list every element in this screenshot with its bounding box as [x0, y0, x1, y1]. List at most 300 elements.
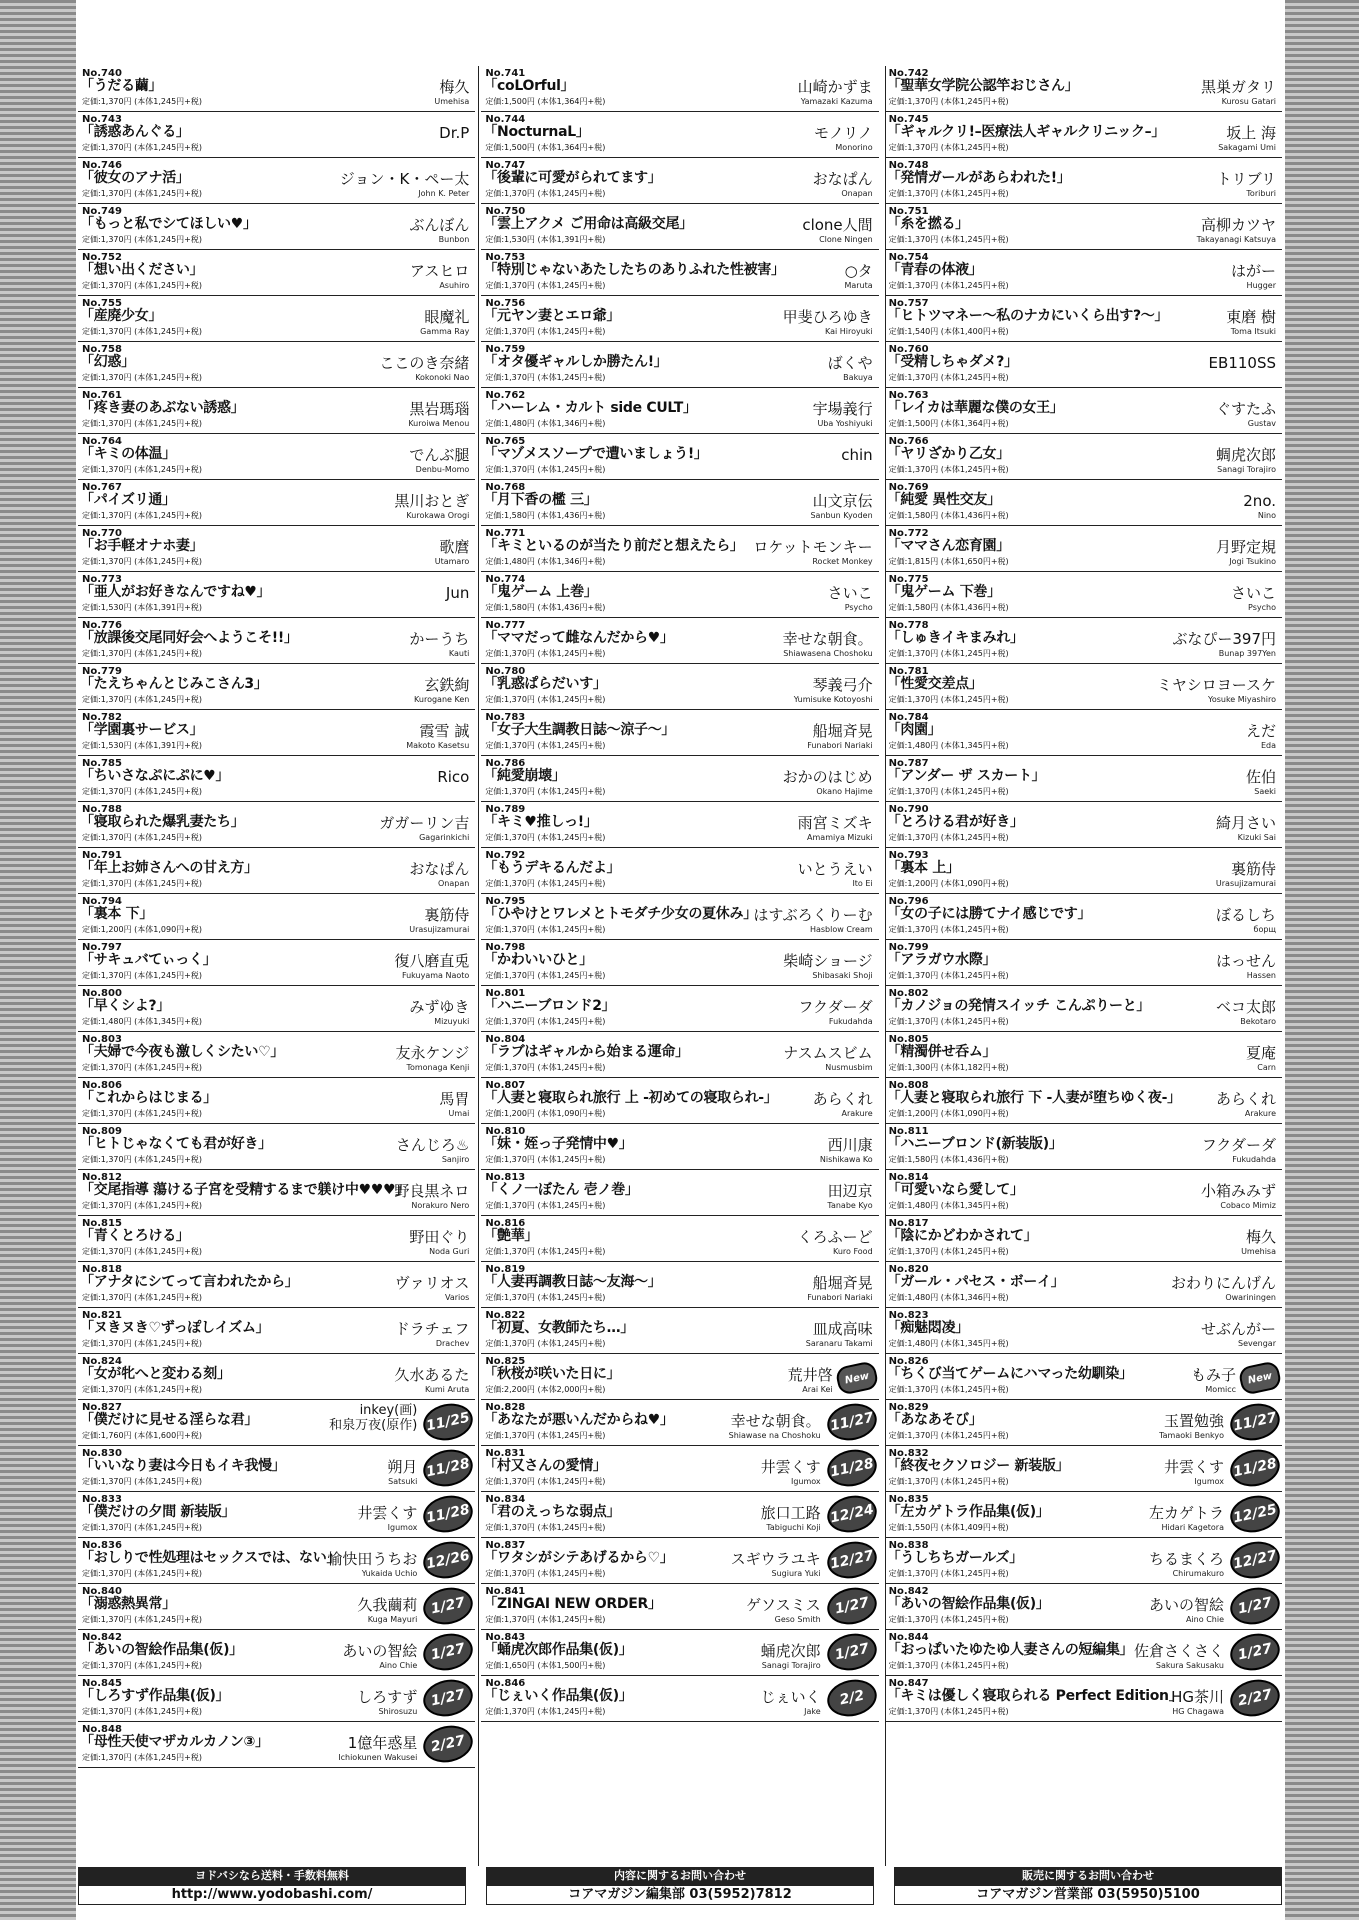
book-entry — [885, 1676, 1282, 1722]
book-entry — [481, 848, 878, 894]
book-entry — [885, 296, 1282, 342]
book-price: 定価:1,370円 (本体1,245円+税) — [485, 741, 606, 750]
book-author: みずゆき — [409, 998, 470, 1016]
book-title: 「おっぱいたゆたゆ人妻さんの短編集」 — [886, 1642, 1134, 1658]
book-entry — [481, 572, 878, 618]
book-title: 「学園裏サービス」 — [80, 722, 204, 738]
book-title: 「後輩に可愛がられてます」 — [483, 170, 662, 186]
book-author-romaji: Ichiokunen Wakusei — [338, 1753, 418, 1762]
book-price: 定価:1,370円 (本体1,245円+税) — [82, 1109, 202, 1118]
book-entry — [481, 1492, 878, 1538]
book-number: No.835 — [888, 1494, 929, 1505]
footer-link[interactable]: http://www.yodobashi.com/ — [78, 1885, 466, 1905]
book-entry — [481, 802, 878, 848]
book-author-romaji: борщ — [1253, 925, 1276, 934]
book-author-romaji: Hassen — [1246, 971, 1276, 980]
book-author-romaji: Gamma Ray — [420, 327, 470, 336]
book-entry — [78, 894, 475, 940]
book-number: No.769 — [888, 482, 929, 493]
book-author: 梅久 — [439, 78, 470, 96]
book-price: 定価:1,370円 (本体1,245円+税) — [82, 373, 202, 382]
book-price: 定価:1,480円 (本体1,345円+税) — [888, 1201, 1009, 1210]
book-title: 「パイズリ通」 — [80, 492, 176, 508]
book-author: 船堀斉晃 — [812, 1274, 873, 1292]
book-price: 定価:1,370円 (本体1,245円+税) — [485, 1523, 606, 1532]
book-author-romaji: Gagarinkichi — [419, 833, 470, 842]
book-author: Rico — [437, 768, 470, 786]
book-author: 柴崎ショージ — [783, 952, 873, 970]
book-title: 「左カゲトラ作品集(仮)」 — [886, 1504, 1050, 1520]
book-price: 定価:1,370円 (本体1,245円+税) — [485, 1155, 606, 1164]
book-author-romaji: Umai — [448, 1109, 470, 1118]
book-price: 定価:1,370円 (本体1,245円+税) — [82, 1615, 202, 1624]
book-entry — [885, 204, 1282, 250]
book-number: No.755 — [82, 298, 122, 309]
book-number: No.791 — [82, 850, 122, 861]
book-author-romaji: Arai Kei — [802, 1385, 833, 1394]
book-title: 「裏本 下」 — [80, 906, 154, 922]
book-author-romaji: Tamaoki Benkyo — [1159, 1431, 1224, 1440]
book-title: 「可愛いなら愛して」 — [886, 1182, 1024, 1198]
book-entry — [78, 1078, 475, 1124]
book-number: No.789 — [485, 804, 526, 815]
book-entry — [885, 112, 1282, 158]
book-author: さいこ — [827, 584, 873, 602]
book-author: 皿成高味 — [812, 1320, 873, 1338]
book-title: 「キミは優しく寝取られる Perfect Edition」 — [886, 1688, 1183, 1704]
book-author-romaji: Igumox — [387, 1523, 418, 1532]
book-author: 玉置勉強 — [1163, 1412, 1224, 1430]
book-entry — [885, 342, 1282, 388]
book-author: ここのき奈緒 — [379, 354, 470, 372]
book-number: No.824 — [82, 1356, 122, 1367]
book-author: 甲斐ひろゆき — [782, 308, 873, 326]
book-title: 「早くシよ?」 — [80, 998, 171, 1014]
book-price: 定価:1,370円 (本体1,245円+税) — [485, 373, 606, 382]
book-price: 定価:1,370円 (本体1,245円+税) — [82, 281, 202, 290]
book-title: 「マゾメスソープで遭いましょう!」 — [483, 446, 708, 462]
book-author-romaji: Utamaro — [434, 557, 470, 566]
book-author-romaji: Bunbon — [438, 235, 470, 244]
book-author-romaji: Sanjiro — [441, 1155, 470, 1164]
book-number: No.834 — [485, 1494, 526, 1505]
book-title: 「産廃少女」 — [80, 308, 163, 324]
book-price: 定価:1,200円 (本体1,090円+税) — [82, 925, 202, 934]
book-price: 定価:1,370円 (本体1,245円+税) — [888, 1615, 1009, 1624]
book-entry — [78, 1354, 475, 1400]
book-number: No.765 — [485, 436, 526, 447]
book-number: No.760 — [888, 344, 929, 355]
book-title: 「女子大生調教日誌〜涼子〜」 — [483, 722, 676, 738]
book-title: 「糸を撚る」 — [886, 216, 969, 232]
book-entry — [885, 986, 1282, 1032]
book-author-romaji: Bunap 397Yen — [1218, 649, 1276, 658]
book-author: ジョン・K・ペー太 — [339, 170, 470, 188]
book-number: No.843 — [485, 1632, 526, 1643]
book-entry — [885, 526, 1282, 572]
book-number: No.783 — [485, 712, 526, 723]
book-price: 定価:1,370円 (本体1,245円+税) — [485, 833, 606, 842]
book-author-romaji: Igumox — [790, 1477, 821, 1486]
book-price: 定価:1,500円 (本体1,364円+税) — [485, 143, 606, 152]
book-author-romaji: Norakuro Nero — [411, 1201, 470, 1210]
book-number: No.823 — [888, 1310, 929, 1321]
book-title: 「寝取られた爆乳妻たち」 — [80, 814, 245, 830]
book-author-romaji: Umehisa — [434, 97, 470, 106]
book-title: 「性愛交差点」 — [886, 676, 983, 692]
book-number: No.822 — [485, 1310, 526, 1321]
book-price: 定価:1,530円 (本体1,391円+税) — [485, 235, 606, 244]
book-entry — [78, 1216, 475, 1262]
book-price: 定価:1,370円 (本体1,245円+税) — [888, 465, 1009, 474]
release-date-badge: 2/27 — [1227, 1676, 1282, 1721]
book-title: 「放課後交尾同好会へようこそ!!」 — [80, 630, 298, 646]
book-price: 定価:1,370円 (本体1,245円+税) — [485, 1477, 606, 1486]
book-author-romaji: Kokonoki Nao — [415, 373, 470, 382]
book-author-romaji: HG Chagawa — [1172, 1707, 1224, 1716]
book-author: 1億年惑星 — [347, 1734, 418, 1752]
book-title: 「ママさん恋育園」 — [886, 538, 1010, 554]
book-author-romaji: Aino Chie — [1185, 1615, 1224, 1624]
book-entry — [481, 526, 878, 572]
book-author: ぶんぼん — [409, 216, 470, 234]
book-price: 定価:1,500円 (本体1,364円+税) — [888, 419, 1009, 428]
book-title: 「サキュバてぃっく」 — [80, 952, 217, 968]
book-entry — [885, 848, 1282, 894]
book-author: EB110SS — [1208, 354, 1276, 372]
book-price: 定価:1,370円 (本体1,245円+税) — [888, 1385, 1009, 1394]
book-price: 定価:1,370円 (本体1,245円+税) — [485, 1707, 606, 1716]
book-entry — [78, 572, 475, 618]
book-author-romaji: Clone Ningen — [819, 235, 873, 244]
book-number: No.741 — [485, 68, 526, 79]
book-price: 定価:1,370円 (本体1,245円+税) — [888, 1569, 1009, 1578]
book-title: 「たえちゃんとじみこさん3」 — [80, 676, 268, 692]
book-price: 定価:1,200円 (本体1,090円+税) — [888, 1109, 1009, 1118]
book-author: いとうえい — [797, 860, 873, 878]
book-entry — [78, 1722, 475, 1768]
book-author-romaji: Aino Chie — [379, 1661, 418, 1670]
book-author-secondary: 和泉万夜(原作) — [329, 1418, 418, 1433]
book-entry — [78, 1630, 475, 1676]
book-number: No.830 — [82, 1448, 122, 1459]
book-author: 蜩虎次郎 — [1215, 446, 1276, 464]
book-title: 「痴魅悶凌」 — [886, 1320, 969, 1336]
book-number: No.804 — [485, 1034, 526, 1045]
release-date-badge: 12/27 — [823, 1538, 878, 1583]
release-date-badge: 11/28 — [1227, 1446, 1282, 1491]
book-author: もみ子 — [1190, 1366, 1236, 1384]
book-author-romaji: Shiawase na Choshoku — [728, 1431, 821, 1440]
book-author: 宇場義行 — [812, 400, 873, 418]
book-author-romaji: Toma Itsuki — [1230, 327, 1276, 336]
book-author: 井雲くす — [357, 1504, 418, 1522]
book-price: 定価:1,370円 (本体1,245円+税) — [82, 327, 202, 336]
book-author: 山文京伝 — [812, 492, 873, 510]
book-price: 定価:1,580円 (本体1,436円+税) — [485, 603, 606, 612]
book-number: No.813 — [485, 1172, 526, 1183]
book-entry — [885, 1124, 1282, 1170]
book-price: 定価:1,370円 (本体1,245円+税) — [82, 1477, 202, 1486]
book-entry — [481, 1308, 878, 1354]
book-price: 定価:1,370円 (本体1,245円+税) — [82, 1569, 202, 1578]
book-price: 定価:1,370円 (本体1,245円+税) — [888, 189, 1009, 198]
book-author-romaji: Shibasaki Shoji — [812, 971, 873, 980]
release-date-badge: 1/27 — [420, 1630, 475, 1675]
book-number: No.818 — [82, 1264, 122, 1275]
book-entry — [481, 1630, 878, 1676]
book-title: 「溺惑熱異常」 — [80, 1596, 176, 1612]
book-number: No.798 — [485, 942, 526, 953]
book-entry — [885, 572, 1282, 618]
book-entry — [481, 1078, 878, 1124]
book-number: No.757 — [888, 298, 929, 309]
book-entry — [78, 1124, 475, 1170]
book-title: 「聖華女学院公認竿おじさん」 — [886, 78, 1079, 94]
book-title: 「幻惑」 — [80, 354, 135, 370]
book-number: No.767 — [82, 482, 122, 493]
book-title: 「いいなり妻は今日もイキ我慢」 — [80, 1458, 286, 1474]
book-entry — [78, 204, 475, 250]
book-entry — [481, 1446, 878, 1492]
book-author: 蛹虎次郎 — [760, 1642, 821, 1660]
book-entry — [78, 756, 475, 802]
release-date-badge: 11/27 — [823, 1400, 878, 1445]
book-title: 「発情ガールがあらわれた!」 — [886, 170, 1071, 186]
book-author: 雨宮ミズキ — [797, 814, 873, 832]
book-author: 船堀斉晃 — [812, 722, 873, 740]
book-title: 「年上お姉さんへの甘え方」 — [80, 860, 258, 876]
book-entry — [78, 250, 475, 296]
book-author: おなぱん — [409, 860, 470, 878]
footer-heading: 内容に関するお問い合わせ — [486, 1867, 874, 1885]
book-number: No.808 — [888, 1080, 929, 1091]
book-price: 定価:1,480円 (本体1,346円+税) — [888, 1293, 1009, 1302]
release-date-badge: 12/27 — [1227, 1538, 1282, 1583]
book-entry — [481, 1400, 878, 1446]
book-entry — [885, 1216, 1282, 1262]
book-entry — [885, 158, 1282, 204]
book-author-romaji: Psycho — [844, 603, 873, 612]
book-title: 「女の子には勝てナイ感じです」 — [886, 906, 1092, 922]
book-price: 定価:1,370円 (本体1,245円+税) — [485, 971, 606, 980]
book-entry — [481, 1584, 878, 1630]
book-price: 定価:1,370円 (本体1,245円+税) — [485, 879, 606, 888]
book-title: 「アンダー ザ スカート」 — [886, 768, 1046, 784]
book-price: 定価:1,370円 (本体1,245円+税) — [888, 787, 1009, 796]
book-author-romaji: Chirumakuro — [1172, 1569, 1224, 1578]
book-number: No.763 — [888, 390, 929, 401]
book-author-romaji: Fukuyama Naoto — [401, 971, 470, 980]
book-author: トリブリ — [1216, 170, 1276, 188]
book-number: No.787 — [888, 758, 929, 769]
book-title: 「母性天使マザカルカノン③」 — [80, 1734, 269, 1750]
footer-box-editorial — [486, 1867, 874, 1905]
book-author-romaji: Carn — [1257, 1063, 1276, 1072]
book-number: No.785 — [82, 758, 122, 769]
book-author: 夏庵 — [1245, 1044, 1276, 1062]
book-author-romaji: Yosuke Miyashiro — [1208, 695, 1276, 704]
book-author-romaji: Nino — [1257, 511, 1276, 520]
book-number: No.779 — [82, 666, 122, 677]
book-author: ちるまくろ — [1148, 1550, 1224, 1568]
release-date-badge: 1/27 — [420, 1584, 475, 1629]
book-author: HG茶川 — [1171, 1688, 1224, 1706]
book-price: 定価:1,370円 (本体1,245円+税) — [82, 419, 202, 428]
book-title: 「人妻再調教日誌〜友海〜」 — [483, 1274, 662, 1290]
book-number: No.811 — [888, 1126, 929, 1137]
book-author-romaji: Sugiura Yuki — [771, 1569, 821, 1578]
book-number: No.742 — [888, 68, 929, 79]
book-number: No.743 — [82, 114, 122, 125]
book-author: 西川康 — [827, 1136, 873, 1154]
book-price: 定価:1,370円 (本体1,245円+税) — [485, 281, 606, 290]
book-author: 裏筋侍 — [424, 906, 470, 924]
book-number: No.746 — [82, 160, 122, 171]
book-title: 「キミといるのが当たり前だと想えたら」 — [483, 538, 744, 554]
book-number: No.777 — [485, 620, 526, 631]
book-title: 「じぇいく作品集(仮)」 — [483, 1688, 633, 1704]
book-author: 歌麿 — [439, 538, 470, 556]
book-price: 定価:1,370円 (本体1,245円+税) — [888, 281, 1009, 290]
book-entry — [481, 1262, 878, 1308]
book-number: No.752 — [82, 252, 122, 263]
book-author: しろすず — [357, 1688, 418, 1706]
book-author: 高柳カツヤ — [1200, 216, 1276, 234]
book-author: あいの智絵 — [342, 1642, 418, 1660]
book-author: 久我繭莉 — [357, 1596, 418, 1614]
book-title: 「ラブはギャルから始まる運命」 — [483, 1044, 689, 1060]
book-price: 定価:1,580円 (本体1,436円+税) — [888, 603, 1009, 612]
book-price: 定価:1,550円 (本体1,409円+税) — [888, 1523, 1009, 1532]
book-title: 「交尾指導 蕩ける子宮を受精するまで躾け中♥♥♥」 — [80, 1182, 410, 1198]
book-price: 定価:1,370円 (本体1,245円+税) — [888, 1661, 1009, 1670]
book-author-romaji: Amamiya Mizuki — [807, 833, 873, 842]
book-entry — [885, 1538, 1282, 1584]
book-price: 定価:1,370円 (本体1,245円+税) — [82, 695, 202, 704]
book-author: さいこ — [1230, 584, 1276, 602]
book-title: 「初夏、女教師たち…」 — [483, 1320, 635, 1336]
book-title: 「女が牝へと変わる刻」 — [80, 1366, 231, 1382]
book-author: 東磨 樹 — [1226, 308, 1276, 326]
book-number: No.817 — [888, 1218, 929, 1229]
book-entry — [885, 1078, 1282, 1124]
book-number: No.786 — [485, 758, 526, 769]
book-title: 「NocturnaL」 — [483, 124, 590, 140]
book-number: No.848 — [82, 1724, 122, 1735]
book-author-romaji: Urasujizamurai — [409, 925, 470, 934]
book-number: No.744 — [485, 114, 526, 125]
empty-cell — [481, 1722, 878, 1768]
book-entry — [885, 894, 1282, 940]
book-author: アスヒロ — [409, 262, 470, 280]
book-title: 「ハニーブロンド2」 — [483, 998, 616, 1014]
book-author: 荒井啓 — [787, 1366, 833, 1384]
book-title: 「村又さんの愛情」 — [483, 1458, 607, 1474]
book-entry — [78, 1492, 475, 1538]
book-title: 「キミ♥推しっ!」 — [483, 814, 598, 830]
book-title: 「レイカは華麗な僕の女王」 — [886, 400, 1064, 416]
book-price: 定価:1,370円 (本体1,245円+税) — [485, 327, 606, 336]
book-author-romaji: Yamazaki Kazuma — [800, 97, 873, 106]
book-author: あいの智絵 — [1148, 1596, 1224, 1614]
book-author-romaji: Onapan — [841, 189, 873, 198]
book-title: 「ヒトツマネー〜私のナカにいくら出す?〜」 — [886, 308, 1169, 324]
book-number: No.793 — [888, 850, 929, 861]
book-price: 定価:1,370円 (本体1,245円+税) — [82, 235, 202, 244]
book-author-romaji: Kai Hiroyuki — [824, 327, 873, 336]
book-author: 左カゲトラ — [1148, 1504, 1224, 1522]
book-price: 定価:1,370円 (本体1,245円+税) — [82, 143, 202, 152]
book-author-romaji: Kumi Aruta — [424, 1385, 470, 1394]
book-list — [78, 66, 1282, 1768]
book-price: 定価:1,370円 (本体1,245円+税) — [82, 511, 202, 520]
book-title: 「ヌきヌき♡ずっぽしイズム」 — [80, 1320, 270, 1336]
book-entry — [885, 1262, 1282, 1308]
book-number: No.740 — [82, 68, 122, 79]
book-author-romaji: Yumisuke Kotoyoshi — [793, 695, 873, 704]
book-number: No.828 — [485, 1402, 526, 1413]
book-author-romaji: Jake — [804, 1707, 821, 1716]
book-price: 定価:1,370円 (本体1,245円+税) — [888, 649, 1009, 658]
book-price: 定価:1,500円 (本体1,364円+税) — [485, 97, 606, 106]
book-entry — [78, 940, 475, 986]
book-author-romaji: Tanabe Kyo — [827, 1201, 873, 1210]
book-author-romaji: Saeki — [1254, 787, 1276, 796]
book-price: 定価:1,480円 (本体1,345円+税) — [888, 741, 1009, 750]
book-price: 定価:1,370円 (本体1,245円+税) — [82, 833, 202, 842]
book-title: 「ヒトじゃなくても君が好き」 — [80, 1136, 272, 1152]
book-entry — [885, 434, 1282, 480]
book-author: 坂上 海 — [1226, 124, 1276, 142]
book-number: No.774 — [485, 574, 526, 585]
book-entry — [481, 1124, 878, 1170]
book-price: 定価:1,480円 (本体1,345円+税) — [82, 1017, 202, 1026]
book-author-romaji: Sanagi Torajiro — [761, 1661, 821, 1670]
book-author: 梅久 — [1245, 1228, 1276, 1246]
book-title: 「想い出ください」 — [80, 262, 204, 278]
book-author: 幸せな朝食。 — [782, 630, 873, 648]
book-author: フクダーダ — [1201, 1136, 1276, 1154]
book-author: はがー — [1230, 262, 1276, 280]
book-author: でんぶ腿 — [409, 446, 470, 464]
release-date-badge: 1/27 — [1227, 1630, 1282, 1675]
book-title: 「うしちちガールズ」 — [886, 1550, 1023, 1566]
book-author: かーうち — [409, 630, 470, 648]
book-title: 「ひやけとワレメとトモダチ少女の夏休み」 — [483, 906, 757, 922]
book-author-romaji: Saranaru Takami — [805, 1339, 873, 1348]
book-number: No.800 — [82, 988, 122, 999]
book-entry — [481, 434, 878, 480]
book-number: No.795 — [485, 896, 526, 907]
book-author-romaji: Gustav — [1247, 419, 1276, 428]
book-price: 定価:1,370円 (本体1,245円+税) — [82, 649, 202, 658]
book-title: 「青くとろける」 — [80, 1228, 190, 1244]
book-author: せぶんがー — [1200, 1320, 1276, 1338]
book-title: 「僕だけの夕間 新装版」 — [80, 1504, 236, 1520]
book-entry — [885, 66, 1282, 112]
book-price: 定価:1,370円 (本体1,245円+税) — [888, 373, 1009, 382]
book-author: じぇいく — [760, 1688, 821, 1706]
release-date-badge: 1/27 — [420, 1676, 475, 1721]
book-author: ぼるしち — [1215, 906, 1276, 924]
book-author-romaji: Onapan — [438, 879, 470, 888]
book-number: No.775 — [888, 574, 929, 585]
book-entry — [78, 1400, 475, 1446]
book-author-romaji: Toriburi — [1246, 189, 1276, 198]
book-author-romaji: Funabori Nariaki — [807, 1293, 873, 1302]
book-price: 定価:1,370円 (本体1,245円+税) — [485, 695, 606, 704]
